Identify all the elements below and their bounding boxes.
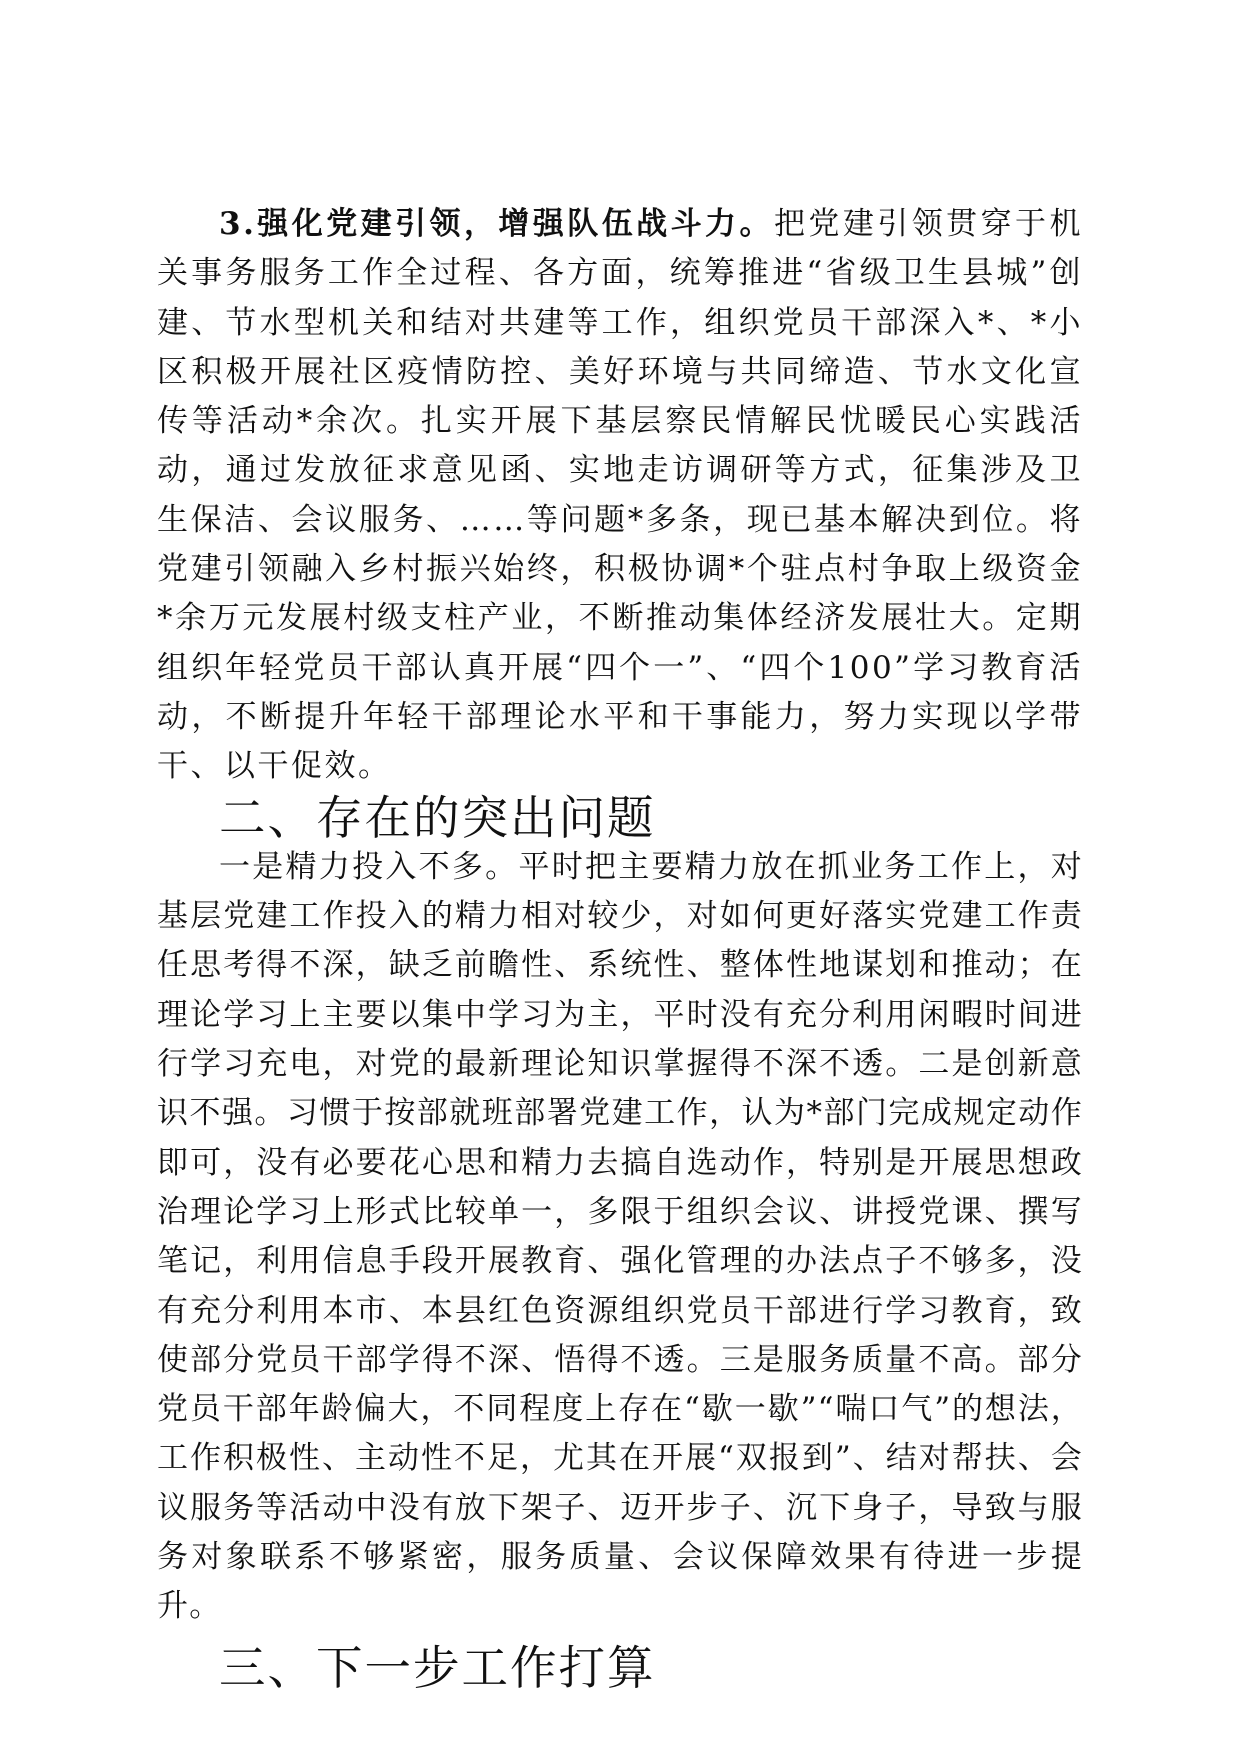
document-body [157,200,1083,1693]
paragraph-problems: 一是精力投入不多。平时把主要精力放在抓业务工作上，对基层党建工作投入的精力相对较少，对如何更好落实党建工作责任思考得不深，缺乏前瞻性、系统性、整体性地谋划和推动；在理论学习上主要以集中学习为主，平时没有充分利用闲暇时间进行学习充电，对党的最新理论知识掌握得不深不透。二是创新意识不强。习惯于按部就班部署党建工作，认为*部门完成规定动作即可，没有必要花心思和精力去搞自选动作，特别是开展思想政治理论学习上形式比较单一，多限于组织会议、讲授党课、撰写笔记，利用信息手段开展教育、强化管理的办法点子不够多，没有充分利用本市、本县红色资源组织党员干部进行学习教育，致使部分党员干部学得不深、悟得不透。三是服务质量不高。部分党员干部年龄偏大，不同程度上存在“歇一歇”“喘口气”的想法，工作积极性、主动性不足，尤其在开展“双报到”、结对帮扶、会议服务等活动中没有放下架子、迈开步子、沉下身子，导致与服务对象联系不够紧密，服务质量、会议保障效果有待进一步提升。 [157,848,1083,1625]
section-heading-problems: 二、存在的突出问题 [219,790,656,845]
paragraph-party-building [157,200,1083,792]
paragraph-lead-heading: 3.强化党建引领，增强队伍战斗力。 [219,206,774,242]
section-heading-next-steps: 三、下一步工作打算 [219,1640,656,1695]
paragraph-body-text: 把党建引领贯穿于机关事务服务工作全过程、各方面，统筹推进“省级卫生县城”创建、节水型机关和结对共建等工作，组织党员干部深入*、*小区积极开展社区疫情防控、美好环境与共同缔造、节水文化宣传等活动*余次。扎实开展下基层察民情解民忧暖民心实践活动，通过发放征求意见函、实地走访调研等方式，征集涉及卫生保洁、会议服务、……等问题*多条，现已基本解决到位。将党建引领融入乡村振兴始终，积极协调*个驻点村争取上级资金*余万元发展村级支柱产业，不断推动集体经济发展壮大。定期组织年轻党员干部认真开展“四个一”、“四个100”学习教育活动，不断提升年轻干部理论水平和干事能力，努力实现以学带干、以干促效。 [157,206,1083,785]
